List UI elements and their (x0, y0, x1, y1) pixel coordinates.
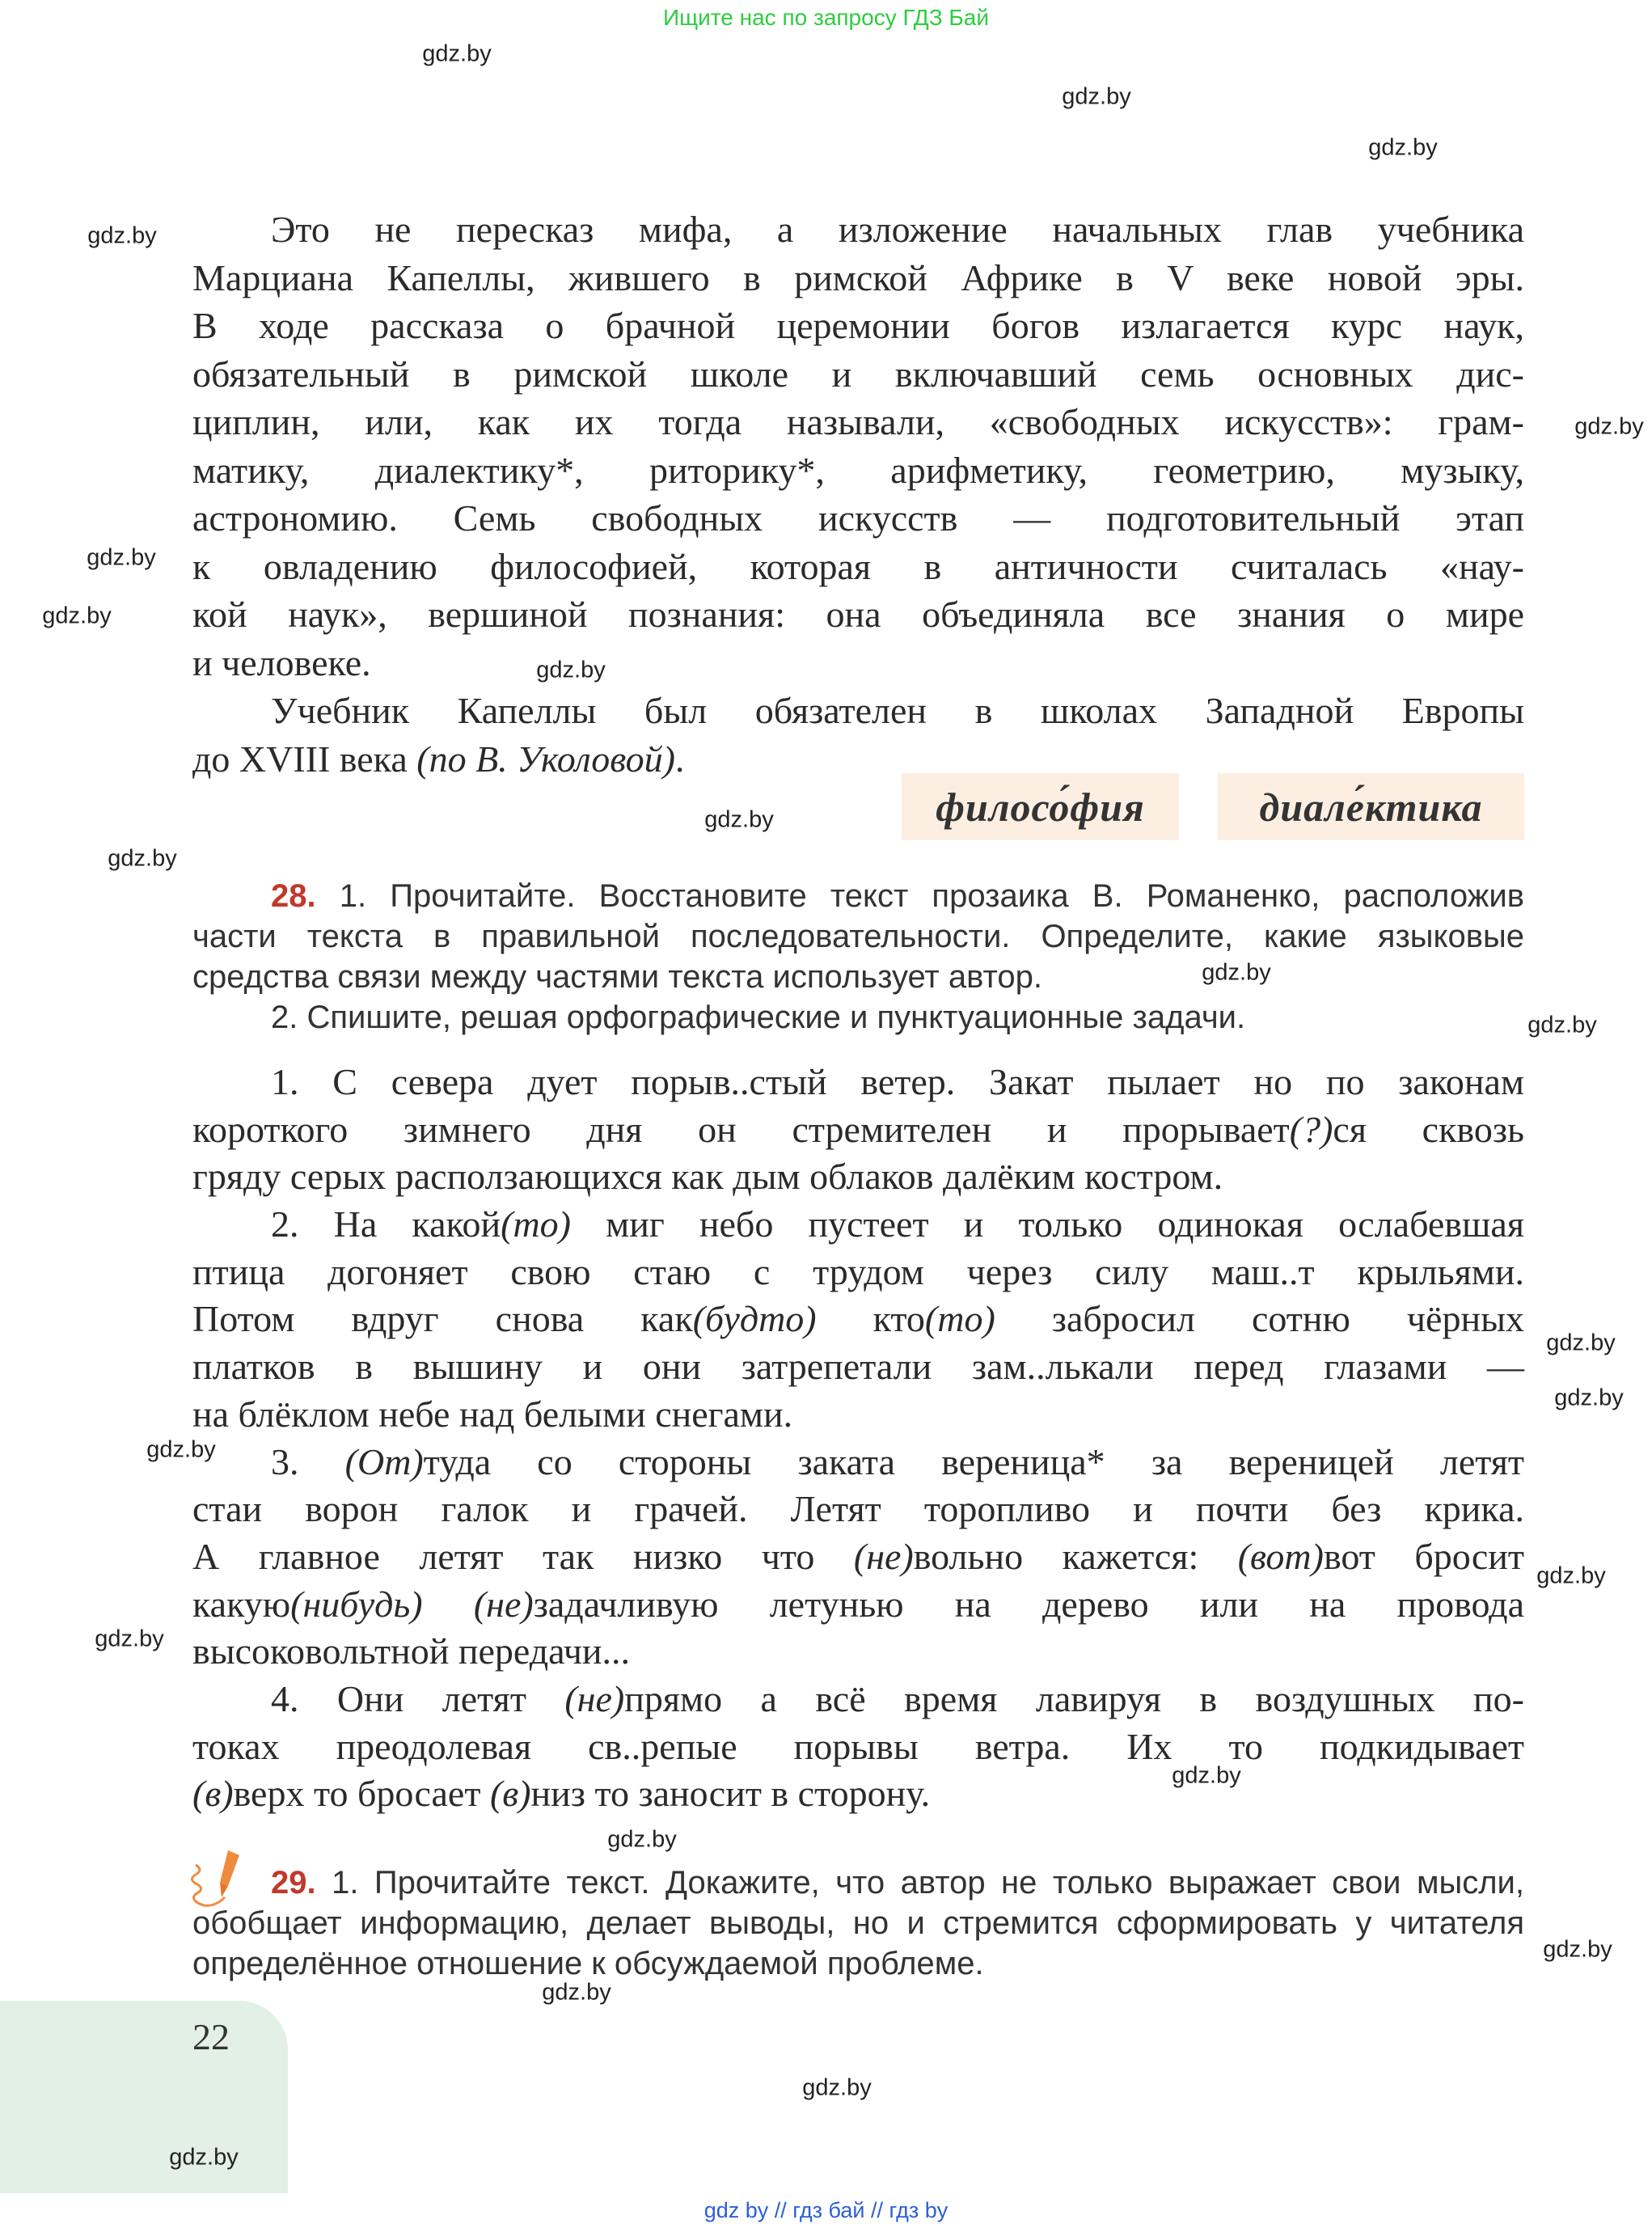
watermark: gdz.by (536, 657, 606, 683)
text-segment: Учебник Капеллы был обязателен в школах Западной Европы (271, 690, 1524, 731)
watermark: gdz.by (1527, 1012, 1597, 1038)
text-segment: ся сквозь (1333, 1108, 1524, 1150)
text-line (192, 1486, 1524, 1533)
text-line (192, 1862, 1524, 1903)
italic-segment: (по В. Уколовой) (416, 738, 675, 780)
text-segment: до XVIII века (192, 738, 417, 780)
text-segment: 2. Спишите, решая орфографические и пунктуационные задачи. (271, 1000, 1246, 1035)
text-line (192, 1106, 1524, 1154)
watermark: gdz.by (542, 1979, 611, 2006)
text-line (192, 735, 684, 784)
text-line (192, 957, 1042, 997)
watermark: gdz.by (1202, 959, 1271, 986)
text-segment (423, 1583, 474, 1625)
page-number: 22 (192, 2016, 230, 2057)
footer-links[interactable]: gdz by // гдз бай // гдз by (703, 2198, 949, 2222)
text-segment: задачливую летунью на дерево или на провода (533, 1583, 1525, 1625)
italic-segment: (?) (1289, 1108, 1333, 1150)
text-segment: определённое отношение к обсуждаемой проблеме. (192, 1946, 984, 1981)
watermark: gdz.by (87, 222, 157, 249)
vocab-tag-philosophy: филосо́фия (902, 773, 1179, 840)
text-segment: забросил сотню чёрных (995, 1298, 1524, 1340)
watermark: gdz.by (1536, 1562, 1606, 1589)
text-line (192, 876, 1524, 916)
watermark: gdz.by (108, 845, 177, 872)
text-line (192, 1903, 1524, 1943)
text-segment: короткого зимнего дня он стремителен и прорывает (192, 1108, 1290, 1150)
text-line (192, 1391, 792, 1439)
text-segment: птица догоняет свою стаю с трудом через силу маш..т крыльями. (192, 1250, 1524, 1292)
text-segment: А главное летят так низко что (192, 1535, 854, 1577)
text-line (192, 639, 371, 687)
italic-segment: (то) (501, 1203, 571, 1245)
exercise-text (192, 1059, 1524, 1818)
text-segment: обобщает информацию, делает выводы, но и стремится сформировать у читателя (192, 1905, 1524, 1941)
watermark: gdz.by (146, 1436, 216, 1463)
text-segment: 3. (271, 1440, 345, 1482)
text-line (192, 1059, 1524, 1106)
italic-segment: (вот) (1237, 1535, 1324, 1577)
text-line (192, 1676, 1524, 1723)
watermark: gdz.by (1062, 83, 1131, 110)
text-line (192, 543, 1524, 591)
text-segment: части текста в правильной последовательности. Определите, какие языковые (192, 919, 1524, 954)
italic-segment: (не) (473, 1583, 534, 1625)
task-number: 28. (271, 878, 316, 914)
text-segment: какую (192, 1583, 291, 1625)
text-segment: на блёклом небе над белыми снегами. (192, 1393, 793, 1435)
watermark: gdz.by (802, 2074, 872, 2101)
watermark: gdz.by (422, 40, 492, 67)
italic-segment: (в) (489, 1773, 531, 1815)
search-banner: Ищите нас по запросу ГДЗ Бай (662, 5, 990, 30)
text-line (192, 205, 1524, 254)
text-line (192, 446, 1524, 495)
text-segment: обязательный в римской школе и включавший семь основных дис- (192, 353, 1524, 395)
text-line (192, 1723, 1524, 1771)
text-segment: низ то заносит в сторону. (530, 1773, 931, 1815)
text-line (192, 350, 1524, 399)
watermark: gdz.by (704, 806, 774, 833)
text-line (192, 590, 1524, 639)
watermark: gdz.by (1574, 413, 1644, 440)
watermark: gdz.by (1546, 1330, 1616, 1356)
text-line (192, 687, 1524, 735)
text-segment: кто (816, 1298, 925, 1340)
text-segment: стаи ворон галок и грачей. Летят торопливо и почти без крика. (192, 1488, 1524, 1530)
watermark: gdz.by (169, 2144, 239, 2171)
text-segment: миг небо пустеет и только одинокая ослабевшая (571, 1203, 1524, 1245)
text-segment: высоковольтной передачи... (192, 1630, 630, 1672)
watermark: gdz.by (1172, 1762, 1241, 1789)
text-segment: 1. Прочитайте. Восстановите текст прозаика В. Романенко, расположив (315, 878, 1524, 914)
text-segment: астрономию. Семь свободных искусств — подготовительный этап (192, 497, 1524, 539)
text-line (192, 1201, 1524, 1249)
text-segment: кой наук», вершиной познания: она объединяла все знания о мире (192, 594, 1524, 635)
task-29 (192, 1862, 1524, 1984)
italic-segment: (не) (853, 1535, 914, 1577)
text-segment: Это не пересказ мифа, а изложение начальных глав учебника (271, 209, 1524, 250)
text-segment: . (674, 738, 685, 780)
text-segment: В ходе рассказа о брачной церемонии богов излагается курс наук, (192, 305, 1524, 346)
text-segment: 1. Прочитайте текст. Докажите, что автор не только выражает свои мысли, (315, 1865, 1524, 1901)
italic-segment: (то) (924, 1298, 995, 1340)
watermark: gdz.by (95, 1626, 164, 1652)
text-line (192, 997, 1245, 1038)
text-segment: верх то бросает (233, 1773, 490, 1815)
watermark: gdz.by (42, 603, 112, 629)
watermark: gdz.by (1368, 134, 1438, 161)
italic-segment: (нибудь) (290, 1583, 423, 1625)
task-number: 29. (271, 1865, 316, 1901)
text-segment: прямо а всё время лавируя в воздушных по- (624, 1677, 1524, 1719)
watermark: gdz.by (87, 544, 156, 571)
text-segment: 1. С севера дует порыв..стый ветер. Закат пылает но по законам (271, 1061, 1524, 1102)
task-28 (192, 876, 1524, 1038)
text-line (192, 1439, 1524, 1486)
text-segment: вольно кажется: (913, 1535, 1238, 1577)
text-line (192, 1343, 1524, 1391)
watermark: gdz.by (1554, 1385, 1624, 1411)
text-line (192, 1249, 1524, 1296)
text-line (192, 1153, 1223, 1201)
text-line (192, 1296, 1524, 1343)
text-line (192, 1533, 1524, 1581)
intro-text (192, 205, 1524, 783)
text-line (192, 916, 1524, 957)
text-segment: к овладению философией, которая в античности считалась «нау- (192, 545, 1524, 587)
text-segment: туда со стороны заката вереница* за вереницей летят (423, 1440, 1525, 1482)
text-segment: платков в вышину и они затрепетали зам..лькали перед глазами — (192, 1346, 1524, 1388)
italic-segment: (не) (564, 1677, 625, 1719)
text-segment: средства связи между частями текста использует автор. (192, 959, 1042, 995)
text-line (192, 1628, 630, 1676)
text-segment: вот бросит (1323, 1535, 1525, 1577)
text-segment: циплин, или, как их тогда называли, «свободных искусств»: грам- (192, 401, 1524, 442)
italic-segment: (в) (192, 1773, 234, 1815)
text-segment: гряду серых расползающихся как дым облаков далёким костром. (192, 1156, 1223, 1198)
watermark: gdz.by (1543, 1936, 1612, 1963)
watermark: gdz.by (607, 1826, 677, 1853)
text-segment: Потом вдруг снова как (192, 1298, 693, 1340)
page-number-box (0, 2001, 288, 2193)
text-line (192, 398, 1524, 446)
italic-segment: (От) (344, 1440, 424, 1482)
text-segment: Марциана Капеллы, жившего в римской Африке в V веке новой эры. (192, 256, 1524, 298)
text-segment: токах преодолевая св..репые порывы ветра. Их то подкидывает (192, 1725, 1524, 1767)
text-line (192, 302, 1524, 350)
text-segment: матику, диалектику*, риторику*, арифметику, геометрию, музыку, (192, 449, 1524, 491)
text-line (192, 1770, 930, 1818)
text-segment: 2. На какой (271, 1203, 501, 1245)
text-line (192, 1943, 984, 1984)
text-line (192, 1581, 1524, 1629)
italic-segment: (будто) (692, 1298, 817, 1340)
vocab-tag-dialectics: диале́ктика (1218, 773, 1524, 840)
text-segment: и человеке. (192, 641, 371, 683)
text-line (192, 254, 1524, 302)
text-segment: 4. Они летят (271, 1677, 565, 1719)
text-line (192, 494, 1524, 543)
